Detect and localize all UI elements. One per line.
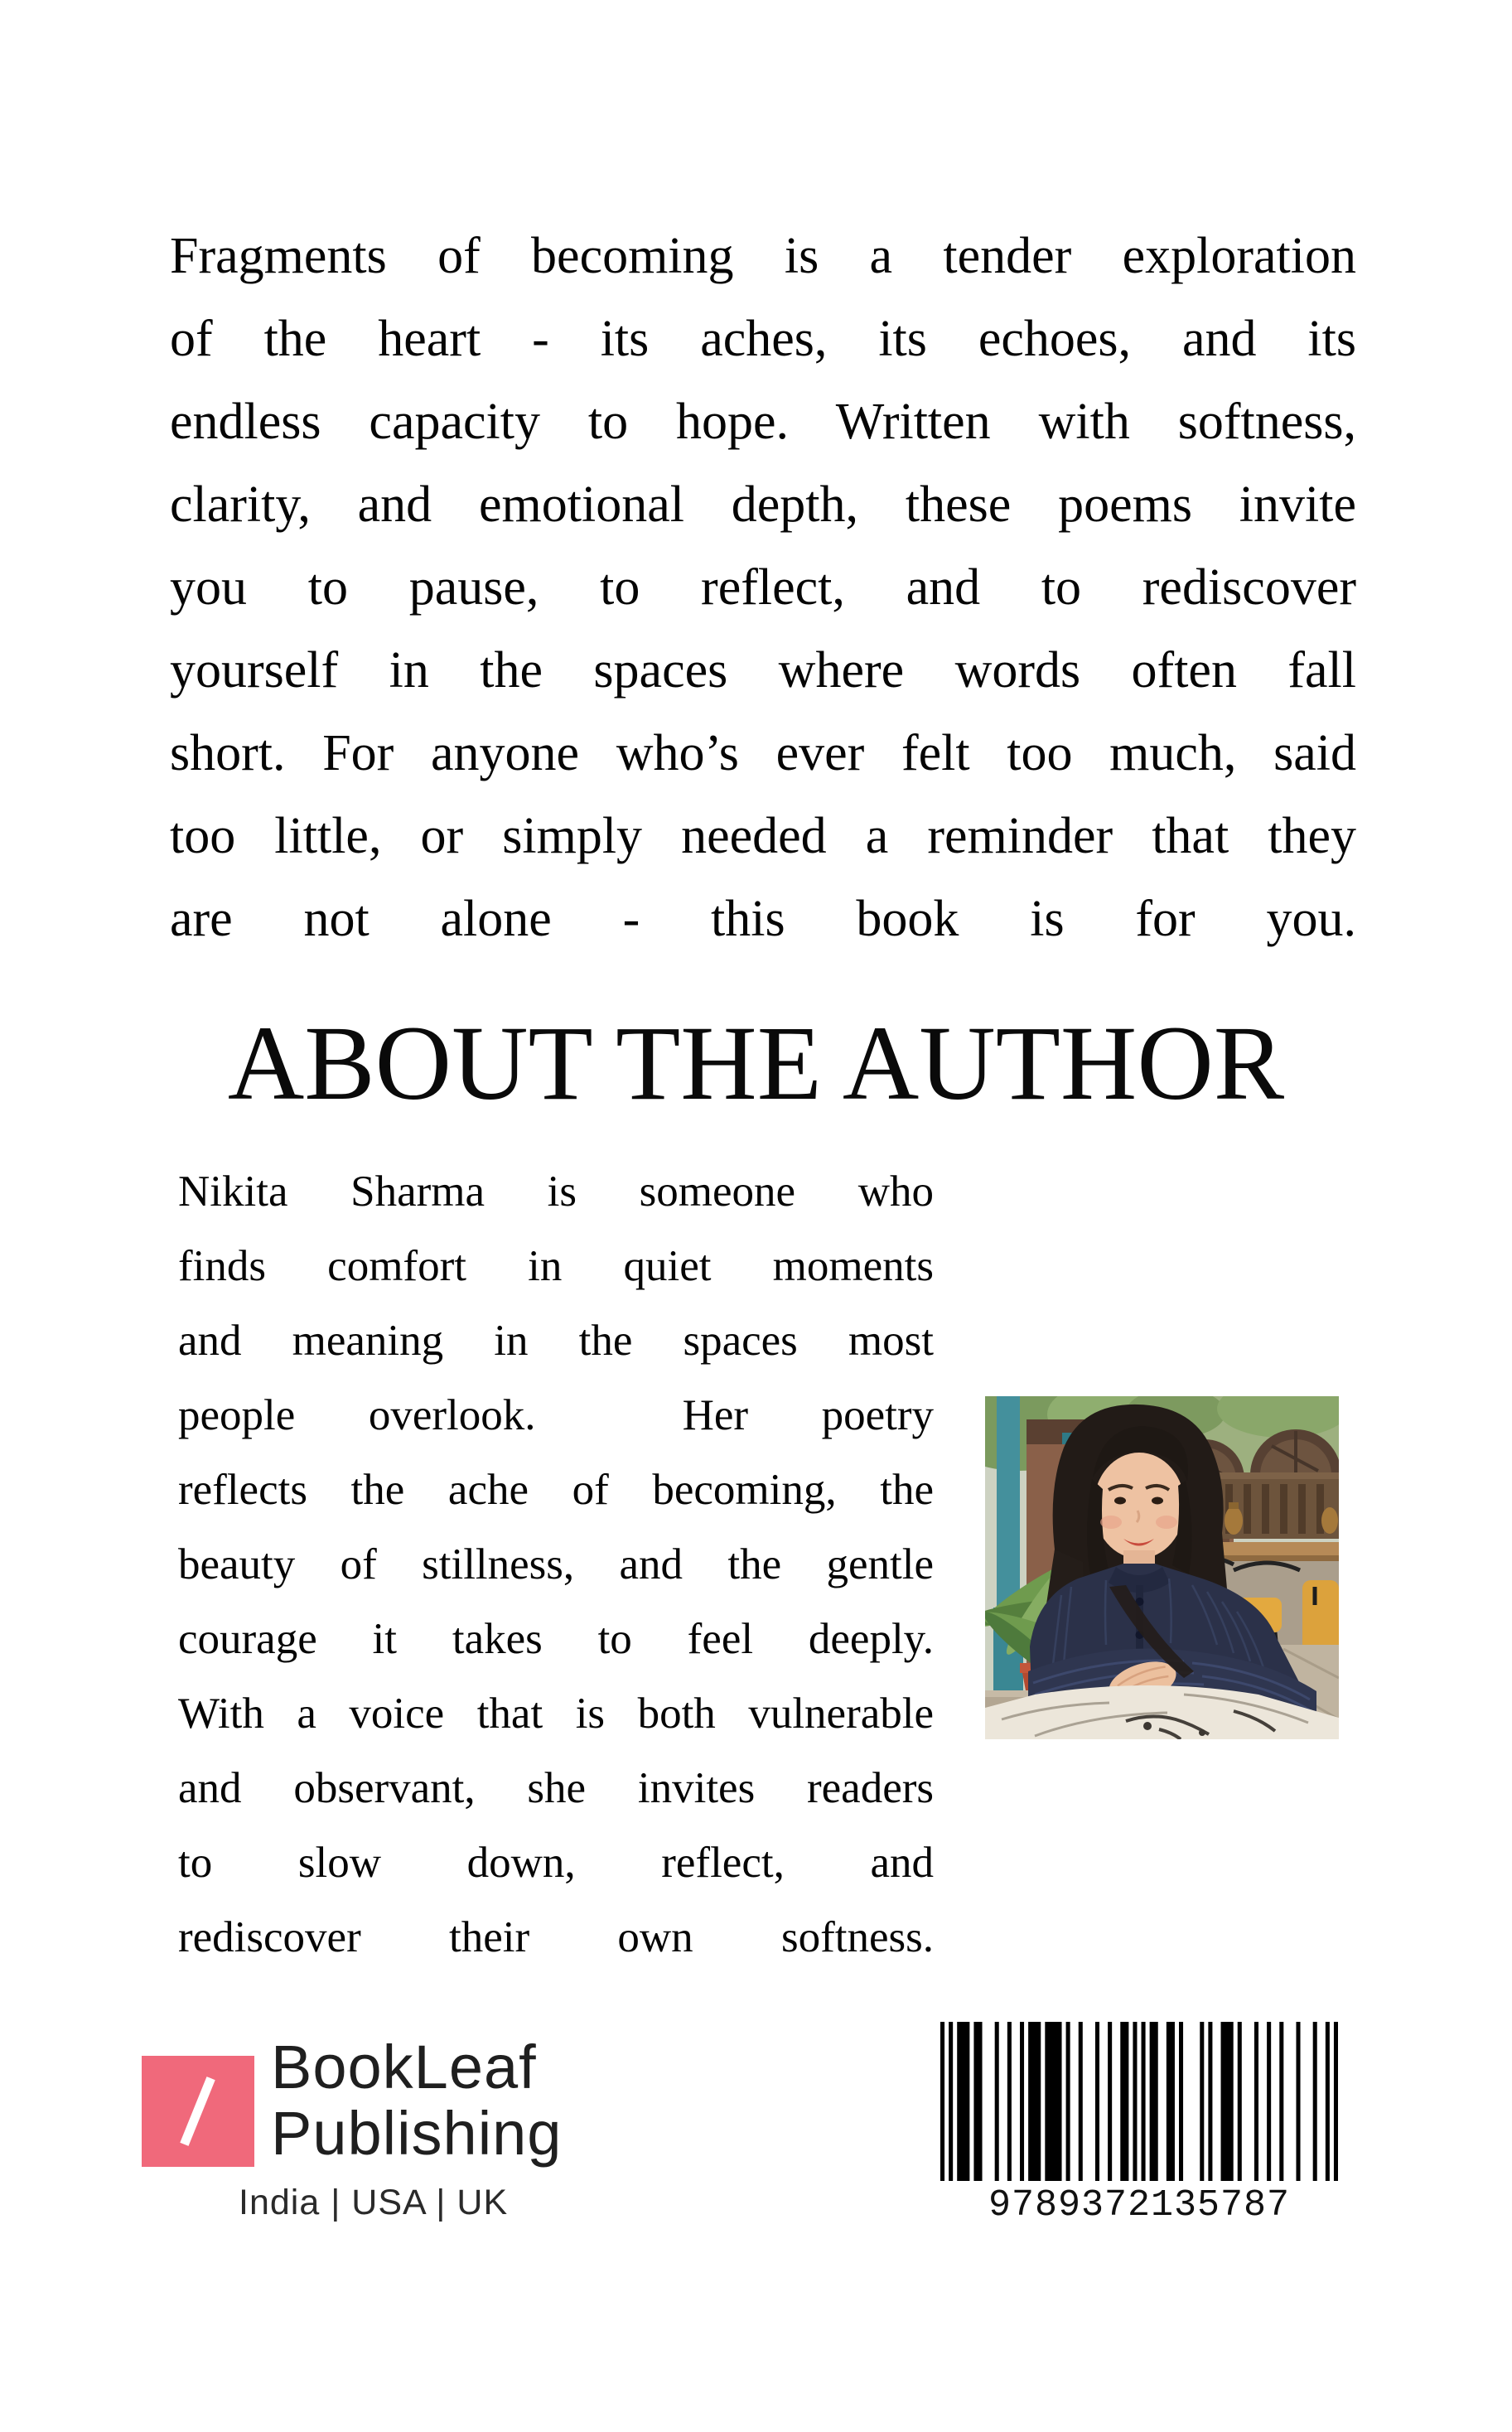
bio-line: rediscover their own softness. (178, 1913, 934, 1961)
description-line: endless capacity to hope. Written with softness, (170, 394, 1356, 450)
description-line: yourself in the spaces where words often fall (170, 642, 1356, 699)
description-line: too little, or simply needed a reminder that they (170, 808, 1356, 864)
publisher-logo-mark (142, 2056, 254, 2167)
about-the-author-heading: ABOUT THE AUTHOR (227, 1004, 1285, 1122)
bio-line: Nikita Sharma is someone who (178, 1168, 934, 1216)
description-line: Fragments of becoming is a tender exploration (170, 228, 1356, 284)
book-description (170, 215, 1356, 960)
publisher-name (271, 2034, 562, 2167)
isbn-barcode (940, 2022, 1338, 2227)
bio-line: With a voice that is both vulnerable (178, 1690, 934, 1738)
bio-line: beauty of stillness, and the gentle (178, 1540, 934, 1588)
description-line: short. For anyone who’s ever felt too much, said (170, 725, 1356, 781)
slash-icon (180, 2077, 215, 2146)
description-line: are not alone - this book is for you. (170, 891, 1356, 947)
publisher-name-line2: Publishing (271, 2099, 563, 2168)
bio-line: people overlook. Her poetry (178, 1391, 934, 1439)
description-line: clarity, and emotional depth, these poems invite (170, 476, 1356, 533)
barcode-bars (940, 2022, 1338, 2181)
bio-line: to slow down, reflect, and (178, 1839, 934, 1887)
author-photo (985, 1396, 1339, 1739)
bio-line: and meaning in the spaces most (178, 1317, 934, 1365)
bio-line: reflects the ache of becoming, the (178, 1466, 934, 1514)
description-line: you to pause, to reflect, and to rediscover (170, 559, 1356, 616)
isbn-number: 9789372135787 (988, 2184, 1291, 2227)
publisher-name-line1: BookLeaf (271, 2033, 537, 2101)
bio-line: courage it takes to feel deeply. (178, 1615, 934, 1663)
description-line: of the heart - its aches, its echoes, and its (170, 311, 1356, 367)
author-photo-illustration (985, 1396, 1339, 1739)
publisher-regions: India | USA | UK (239, 2183, 509, 2222)
bio-line: and observant, she invites readers (178, 1764, 934, 1812)
author-bio (178, 1154, 934, 1975)
bio-line: finds comfort in quiet moments (178, 1242, 934, 1290)
